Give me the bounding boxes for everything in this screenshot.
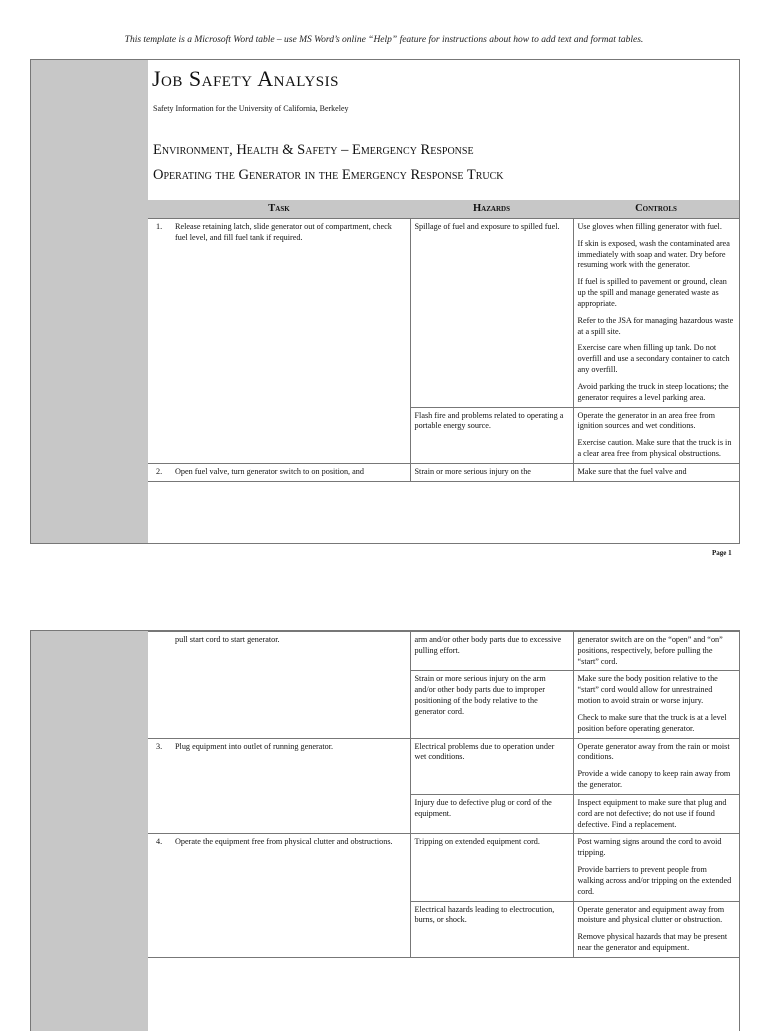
hazard-text: Injury due to defective plug or cord of the equipment. <box>414 797 552 818</box>
task-number <box>152 635 175 646</box>
document-title: Job Safety Analysis <box>152 66 339 91</box>
hazard-text: Strain or more serious injury on the <box>414 466 531 476</box>
activity-heading: Operating the Generator in the Emergency Response Truck <box>153 167 504 183</box>
table-header-row <box>148 200 739 219</box>
hazard-cell <box>410 671 573 738</box>
hazard-text: arm and/or other body parts due to excessive pulling effort. <box>414 635 562 655</box>
task-number: 1. <box>156 222 163 231</box>
control-item: Make sure the body position relative to the “start” cord would allow for unrestrained motion to avoid strain or worse injury. <box>577 674 718 706</box>
task-cell <box>148 834 410 957</box>
control-item: Post warning signs around the cord to avoid tripping. <box>577 837 722 858</box>
task-number: 3. <box>156 741 163 751</box>
task-number: 4. <box>156 837 163 847</box>
page-number: Page 1 <box>712 549 732 557</box>
task-cell <box>148 219 410 464</box>
hazard-cell <box>410 219 573 408</box>
hazard-cell <box>410 632 573 671</box>
control-item: Exercise care when filling up tank. Do not overfill and use a secondary container to catch any overfill. <box>577 343 730 375</box>
hazard-cell <box>410 901 573 957</box>
control-item: Provide barriers to prevent people from walking across and/or tripping on the extended cord. <box>577 865 732 896</box>
controls-cell <box>573 901 739 957</box>
hazards-column-header: Hazards <box>410 200 573 219</box>
task-cell <box>148 738 410 834</box>
control-item: Exercise caution. Make sure that the truck is in a clear area free from physical obstructions. <box>577 438 732 459</box>
control-item: Remove physical hazards that may be present near the generator and equipment. <box>577 932 728 953</box>
task-text: Plug equipment into outlet of running generator. <box>175 741 334 751</box>
controls-cell <box>573 834 739 901</box>
table-row <box>148 834 739 901</box>
jsa-table-continued <box>148 631 739 958</box>
department-heading: Environment, Health & Safety – Emergency Response <box>153 142 474 158</box>
control-item: Make sure that the fuel valve and <box>577 466 687 476</box>
controls-cell <box>573 407 739 463</box>
page-2-content <box>148 631 739 1031</box>
control-item: If skin is exposed, wash the contaminated area immediately with soap and water. Dry before resuming work with the generator. <box>577 238 730 270</box>
control-item: Inspect equipment to make sure that plug and cord are not defective; do not use if found defective. Find a replacement. <box>577 797 727 829</box>
controls-cell <box>573 671 739 738</box>
task-column-header: Task <box>148 200 410 219</box>
control-item: Operate generator and equipment away from moisture and physical clutter or obstruction. <box>577 904 725 925</box>
page-1-content <box>148 60 739 543</box>
table-row <box>148 738 739 794</box>
hazard-cell <box>410 834 573 901</box>
task-number: 2. <box>156 466 163 476</box>
controls-cell <box>573 219 739 408</box>
hazard-cell <box>410 738 573 794</box>
table-row <box>148 632 739 671</box>
task-cell <box>148 463 410 481</box>
control-item: Refer to the JSA for managing hazardous waste at a spill site. <box>577 315 734 336</box>
hazard-cell <box>410 463 573 481</box>
jsa-table <box>148 200 739 482</box>
hazard-cell <box>410 407 573 463</box>
control-item: Use gloves when filling generator with fuel. <box>577 222 722 231</box>
hazard-text: Flash fire and problems related to operating a portable energy source. <box>414 410 564 431</box>
task-text: Release retaining latch, slide generator out of compartment, check fuel level, and fill fuel tank if required. <box>175 222 392 242</box>
control-item: Operate the generator in an area free from ignition sources and wet conditions. <box>577 410 716 431</box>
control-item: Provide a wide canopy to keep rain away from the generator. <box>577 769 731 790</box>
table-row <box>148 219 739 408</box>
task-text: Operate the equipment free from physical clutter and obstructions. <box>175 837 393 847</box>
controls-cell <box>573 738 739 794</box>
page-1 <box>30 59 740 544</box>
hazard-text: Strain or more serious injury on the arm and/or other body parts due to improper positioning of the body relative to the generator cord. <box>414 674 546 716</box>
hazard-text: Electrical problems due to operation under wet conditions. <box>414 741 555 762</box>
controls-column-header: Controls <box>573 200 739 219</box>
controls-cell <box>573 794 739 833</box>
template-note: This template is a Microsoft Word table – use MS Word’s online “Help” feature for instructions about how to add text and format tables. <box>124 35 644 45</box>
hazard-text: Electrical hazards leading to electrocution, burns, or shock. <box>414 904 555 925</box>
control-item: Operate generator away from the rain or moist conditions. <box>577 741 730 762</box>
safety-info-line: Safety Information for the University of California, Berkeley <box>153 104 349 113</box>
page-2 <box>30 630 740 1031</box>
table-row <box>148 463 739 481</box>
task-text: pull start cord to start generator. <box>175 635 280 644</box>
left-margin-bar <box>31 631 148 1031</box>
hazard-cell <box>410 794 573 833</box>
task-cell <box>148 632 410 739</box>
control-item: Avoid parking the truck in steep locations; the generator requires a level parking area. <box>577 381 729 402</box>
controls-cell <box>573 463 739 481</box>
left-margin-bar <box>31 60 148 543</box>
hazard-text: Spillage of fuel and exposure to spilled fuel. <box>414 222 560 231</box>
control-item: If fuel is spilled to pavement or ground, clean up the spill and manage generated waste as appropriate. <box>577 277 727 308</box>
hazard-text: Tripping on extended equipment cord. <box>414 837 540 847</box>
task-text: Open fuel valve, turn generator switch to on position, and <box>175 466 364 476</box>
controls-cell <box>573 632 739 671</box>
control-item: generator switch are on the “open” and “on” positions, respectively, before pulling the “start” cord. <box>577 635 723 666</box>
control-item: Check to make sure that the truck is at a level position before operating generator. <box>577 712 727 733</box>
